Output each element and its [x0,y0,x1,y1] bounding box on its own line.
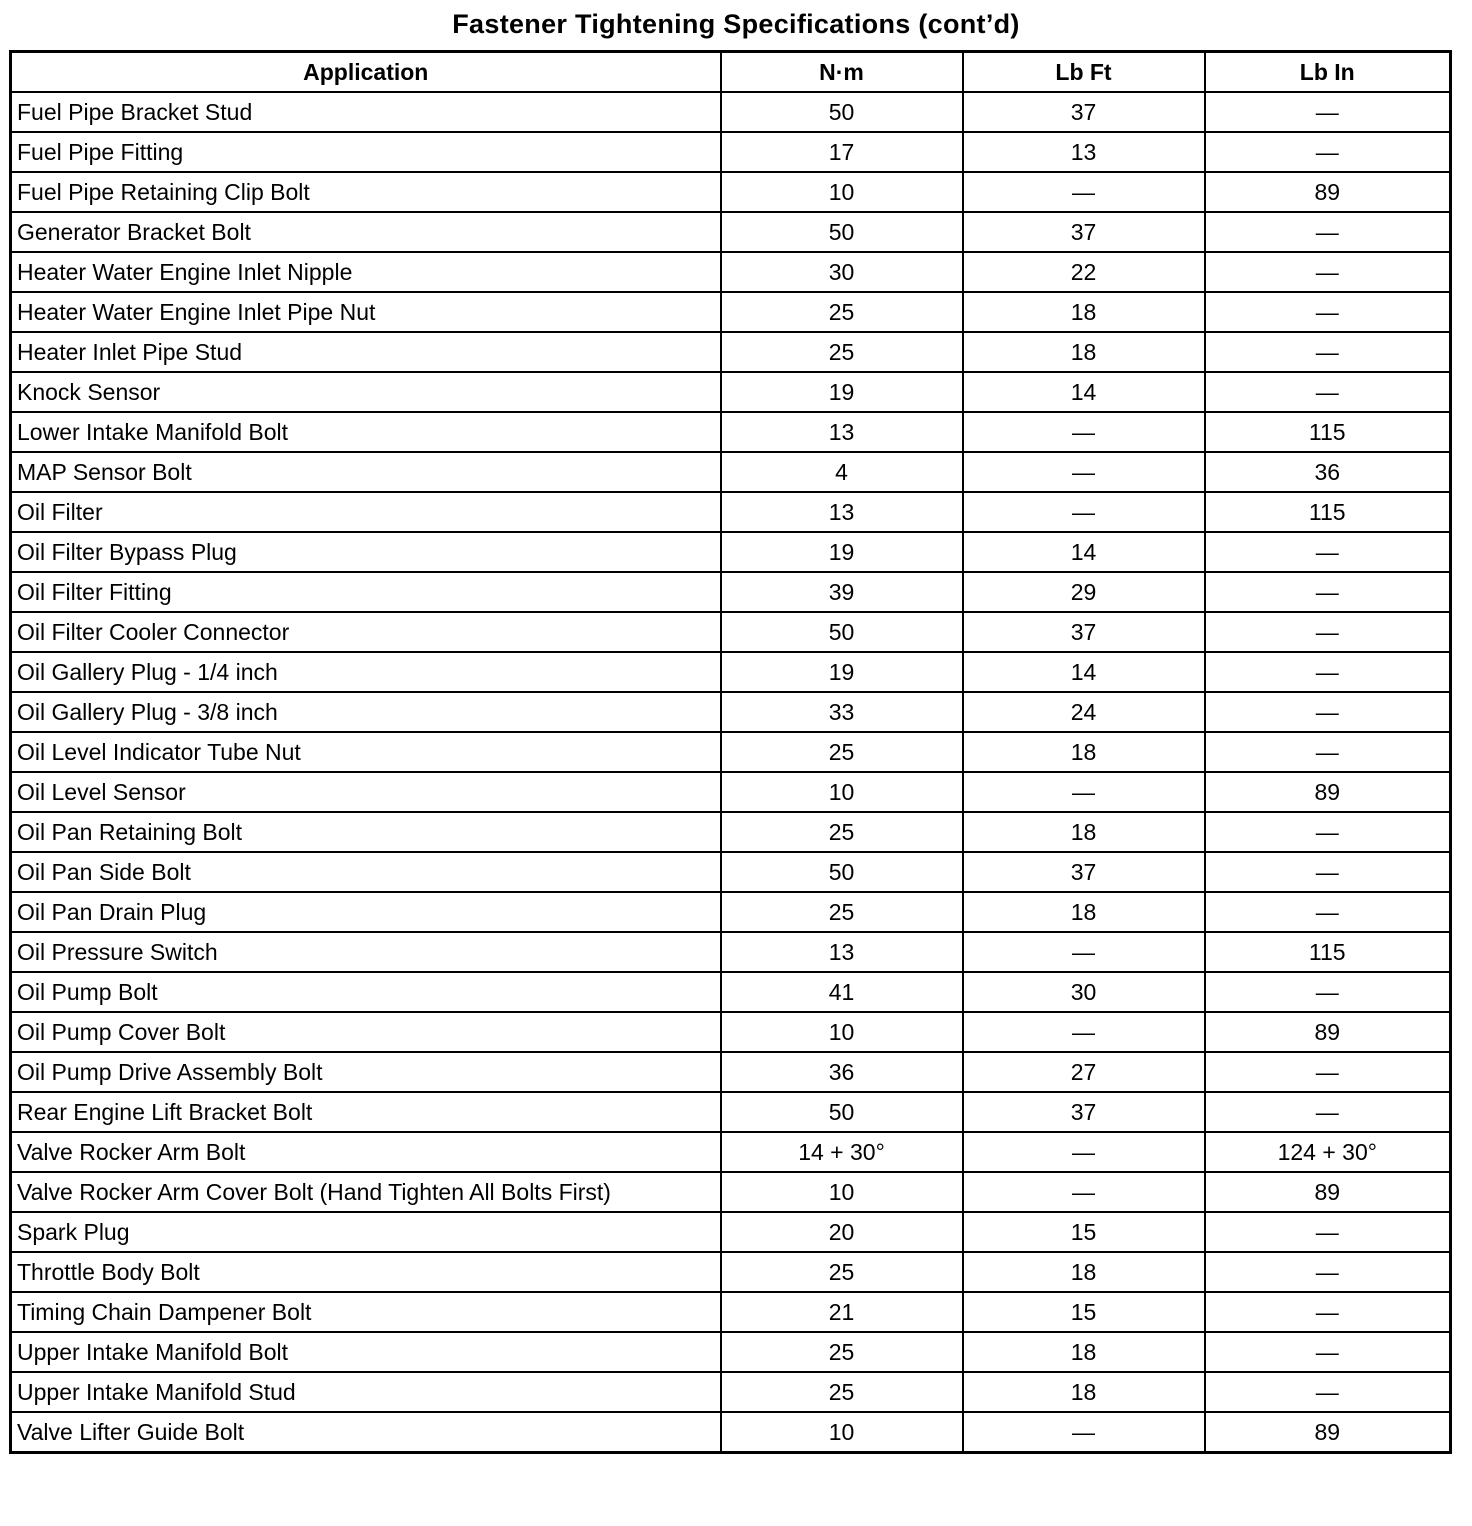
lb-in-cell: 89 [1205,1412,1451,1453]
nm-cell: 4 [721,452,963,492]
lb-ft-cell: 37 [963,212,1205,252]
table-row [11,812,1451,852]
nm-cell: 25 [721,332,963,372]
lb-ft-cell: 29 [963,572,1205,612]
application-cell: Oil Pan Side Bolt [11,852,721,892]
lb-ft-cell: 37 [963,612,1205,652]
lb-in-cell: — [1205,372,1451,412]
lb-in-cell: 124 + 30° [1205,1132,1451,1172]
table-row [11,1092,1451,1132]
lb-in-cell: — [1205,572,1451,612]
application-cell: Oil Pump Cover Bolt [11,1012,721,1052]
lb-ft-cell: 18 [963,892,1205,932]
table-row [11,1212,1451,1252]
fastener-spec-table [9,50,1452,1454]
lb-in-cell: — [1205,532,1451,572]
lb-in-cell: — [1205,892,1451,932]
application-cell: Heater Water Engine Inlet Nipple [11,252,721,292]
table-row [11,292,1451,332]
lb-ft-cell: — [963,1012,1205,1052]
application-cell: Valve Lifter Guide Bolt [11,1412,721,1453]
table-row [11,692,1451,732]
lb-in-cell: — [1205,1212,1451,1252]
lb-in-cell: — [1205,212,1451,252]
nm-cell: 50 [721,92,963,132]
nm-cell: 41 [721,972,963,1012]
table-row [11,1372,1451,1412]
lb-in-cell: 89 [1205,1172,1451,1212]
table-row [11,92,1451,132]
application-cell: Spark Plug [11,1212,721,1252]
column-header-lb-in: Lb In [1205,52,1451,93]
lb-ft-cell: — [963,1132,1205,1172]
table-row [11,412,1451,452]
nm-cell: 25 [721,892,963,932]
lb-ft-cell: — [963,412,1205,452]
table-row [11,332,1451,372]
lb-ft-cell: 30 [963,972,1205,1012]
lb-in-cell: — [1205,332,1451,372]
lb-ft-cell: 14 [963,532,1205,572]
lb-ft-cell: 15 [963,1212,1205,1252]
lb-ft-cell: 18 [963,1332,1205,1372]
lb-in-cell: — [1205,1332,1451,1372]
application-cell: Oil Level Sensor [11,772,721,812]
nm-cell: 10 [721,1172,963,1212]
table-row [11,892,1451,932]
lb-in-cell: — [1205,612,1451,652]
lb-in-cell: 115 [1205,412,1451,452]
lb-in-cell: — [1205,292,1451,332]
nm-cell: 13 [721,412,963,452]
lb-ft-cell: — [963,932,1205,972]
lb-ft-cell: — [963,772,1205,812]
application-cell: Oil Gallery Plug - 3/8 inch [11,692,721,732]
lb-ft-cell: 14 [963,372,1205,412]
application-cell: MAP Sensor Bolt [11,452,721,492]
application-cell: Knock Sensor [11,372,721,412]
application-cell: Valve Rocker Arm Cover Bolt (Hand Tighten All Bolts First) [11,1172,721,1212]
lb-ft-cell: 18 [963,1252,1205,1292]
lb-ft-cell: — [963,452,1205,492]
lb-ft-cell: 22 [963,252,1205,292]
nm-cell: 10 [721,1412,963,1453]
lb-ft-cell: 18 [963,732,1205,772]
lb-in-cell: 36 [1205,452,1451,492]
application-cell: Fuel Pipe Fitting [11,132,721,172]
nm-cell: 10 [721,772,963,812]
table-row [11,452,1451,492]
nm-cell: 13 [721,932,963,972]
nm-cell: 30 [721,252,963,292]
table-row [11,1252,1451,1292]
nm-cell: 10 [721,1012,963,1052]
application-cell: Oil Pump Bolt [11,972,721,1012]
column-header-nm: N·m [721,52,963,93]
lb-ft-cell: 18 [963,1372,1205,1412]
table-row [11,252,1451,292]
lb-in-cell: — [1205,692,1451,732]
table-row [11,1012,1451,1052]
table-row [11,772,1451,812]
table-row [11,852,1451,892]
lb-ft-cell: 18 [963,332,1205,372]
lb-in-cell: — [1205,1292,1451,1332]
application-cell: Valve Rocker Arm Bolt [11,1132,721,1172]
application-cell: Throttle Body Bolt [11,1252,721,1292]
table-row [11,612,1451,652]
nm-cell: 10 [721,172,963,212]
application-cell: Oil Pan Retaining Bolt [11,812,721,852]
table-row [11,1412,1451,1453]
application-cell: Heater Inlet Pipe Stud [11,332,721,372]
lb-in-cell: — [1205,1092,1451,1132]
lb-ft-cell: 15 [963,1292,1205,1332]
application-cell: Heater Water Engine Inlet Pipe Nut [11,292,721,332]
nm-cell: 50 [721,1092,963,1132]
table-row [11,1332,1451,1372]
table-row [11,732,1451,772]
lb-in-cell: 115 [1205,932,1451,972]
lb-ft-cell: — [963,172,1205,212]
nm-cell: 19 [721,532,963,572]
lb-ft-cell: 24 [963,692,1205,732]
application-cell: Timing Chain Dampener Bolt [11,1292,721,1332]
table-body [11,92,1451,1453]
lb-ft-cell: 18 [963,812,1205,852]
table-row [11,572,1451,612]
column-header-lb-ft: Lb Ft [963,52,1205,93]
application-cell: Upper Intake Manifold Bolt [11,1332,721,1372]
nm-cell: 25 [721,732,963,772]
lb-ft-cell: 37 [963,1092,1205,1132]
table-row [11,172,1451,212]
table-row [11,1172,1451,1212]
application-cell: Lower Intake Manifold Bolt [11,412,721,452]
table-row [11,1052,1451,1092]
table-row [11,1132,1451,1172]
lb-ft-cell: — [963,492,1205,532]
nm-cell: 50 [721,212,963,252]
nm-cell: 21 [721,1292,963,1332]
application-cell: Oil Level Indicator Tube Nut [11,732,721,772]
lb-ft-cell: — [963,1172,1205,1212]
nm-cell: 14 + 30° [721,1132,963,1172]
nm-cell: 25 [721,1332,963,1372]
application-cell: Oil Pressure Switch [11,932,721,972]
nm-cell: 25 [721,1252,963,1292]
application-cell: Fuel Pipe Retaining Clip Bolt [11,172,721,212]
table-row [11,652,1451,692]
nm-cell: 36 [721,1052,963,1092]
application-cell: Oil Filter Bypass Plug [11,532,721,572]
application-cell: Rear Engine Lift Bracket Bolt [11,1092,721,1132]
table-row [11,132,1451,172]
lb-in-cell: — [1205,972,1451,1012]
nm-cell: 13 [721,492,963,532]
lb-in-cell: — [1205,732,1451,772]
nm-cell: 20 [721,1212,963,1252]
lb-in-cell: 115 [1205,492,1451,532]
lb-in-cell: — [1205,1052,1451,1092]
page-title: Fastener Tightening Specifications (cont’d) [452,9,1020,39]
nm-cell: 19 [721,372,963,412]
table-row [11,932,1451,972]
lb-in-cell: 89 [1205,1012,1451,1052]
nm-cell: 17 [721,132,963,172]
application-cell: Oil Gallery Plug - 1/4 inch [11,652,721,692]
lb-in-cell: — [1205,132,1451,172]
column-header-application: Application [11,52,721,93]
application-cell: Fuel Pipe Bracket Stud [11,92,721,132]
application-cell: Oil Pump Drive Assembly Bolt [11,1052,721,1092]
lb-in-cell: — [1205,92,1451,132]
lb-in-cell: — [1205,1252,1451,1292]
lb-ft-cell: 13 [963,132,1205,172]
lb-in-cell: 89 [1205,772,1451,812]
lb-in-cell: — [1205,652,1451,692]
nm-cell: 25 [721,1372,963,1412]
application-cell: Oil Filter Cooler Connector [11,612,721,652]
application-cell: Oil Pan Drain Plug [11,892,721,932]
table-row [11,212,1451,252]
lb-ft-cell: — [963,1412,1205,1453]
nm-cell: 50 [721,612,963,652]
lb-ft-cell: 14 [963,652,1205,692]
lb-ft-cell: 37 [963,92,1205,132]
lb-in-cell: — [1205,852,1451,892]
table-row [11,972,1451,1012]
application-cell: Oil Filter Fitting [11,572,721,612]
nm-cell: 39 [721,572,963,612]
table-row [11,372,1451,412]
table-header-row [11,52,1451,93]
nm-cell: 25 [721,812,963,852]
nm-cell: 19 [721,652,963,692]
table-row [11,492,1451,532]
table-row [11,1292,1451,1332]
lb-ft-cell: 18 [963,292,1205,332]
lb-ft-cell: 37 [963,852,1205,892]
nm-cell: 33 [721,692,963,732]
table-row [11,532,1451,572]
lb-in-cell: — [1205,812,1451,852]
nm-cell: 50 [721,852,963,892]
lb-in-cell: 89 [1205,172,1451,212]
lb-in-cell: — [1205,252,1451,292]
application-cell: Oil Filter [11,492,721,532]
lb-ft-cell: 27 [963,1052,1205,1092]
application-cell: Upper Intake Manifold Stud [11,1372,721,1412]
lb-in-cell: — [1205,1372,1451,1412]
nm-cell: 25 [721,292,963,332]
application-cell: Generator Bracket Bolt [11,212,721,252]
